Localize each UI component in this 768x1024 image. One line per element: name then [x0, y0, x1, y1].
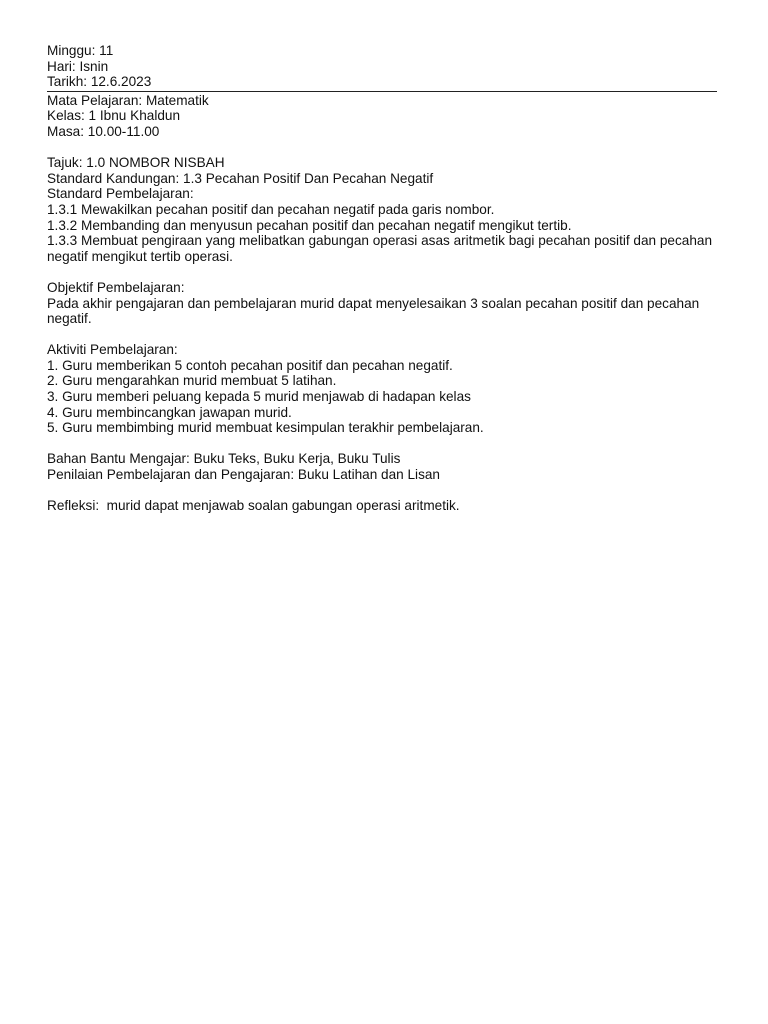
activity-item: 1. Guru memberikan 5 contoh pecahan positif dan pecahan negatif. — [47, 357, 453, 373]
header-divider — [47, 91, 717, 92]
spacer — [47, 140, 719, 156]
activity-item: 4. Guru membincangkan jawapan murid. — [47, 404, 292, 420]
learning-standard-item: 1.3.2 Membanding dan menyusun pecahan positif dan pecahan negatif mengikut tertib. — [47, 217, 572, 233]
lesson-plan-page — [47, 43, 719, 514]
activity-item: 3. Guru memberi peluang kepada 5 murid menjawab di hadapan kelas — [47, 389, 471, 405]
time-line: Masa: 10.00-11.00 — [47, 123, 160, 139]
spacer — [47, 327, 719, 343]
content-standard-line: Standard Kandungan: 1.3 Pecahan Positif Dan Pecahan Negatif — [47, 170, 434, 186]
assessment-line: Penilaian Pembelajaran dan Pengajaran: Buku Latihan dan Lisan — [47, 467, 440, 483]
spacer — [47, 264, 719, 280]
day-line: Hari: Isnin — [47, 58, 109, 74]
topic-line: Tajuk: 1.0 NOMBOR NISBAH — [47, 155, 225, 171]
learning-standard-item: 1.3.1 Mewakilkan pecahan positif dan pecahan negatif pada garis nombor. — [47, 201, 495, 217]
class-line: Kelas: 1 Ibnu Khaldun — [47, 108, 181, 124]
activity-item: 5. Guru membimbing murid membuat kesimpulan terakhir pembelajaran. — [47, 420, 484, 436]
objective-label: Objektif Pembelajaran: — [47, 279, 185, 295]
objective-text: Pada akhir pengajaran dan pembelajaran murid dapat menyelesaikan 3 soalan pecahan positif dan pecahan negatif. — [47, 295, 700, 327]
learning-standard-label: Standard Pembelajaran: — [47, 186, 194, 202]
spacer — [47, 436, 719, 452]
reflection-line: Refleksi: murid dapat menjawab soalan gabungan operasi aritmetik. — [47, 498, 460, 514]
activity-item: 2. Guru mengarahkan murid membuat 5 latihan. — [47, 373, 337, 389]
subject-line: Mata Pelajaran: Matematik — [47, 92, 209, 108]
week-line: Minggu: 11 — [47, 43, 114, 58]
spacer — [47, 483, 719, 499]
teaching-aids-line: Bahan Bantu Mengajar: Buku Teks, Buku Kerja, Buku Tulis — [47, 451, 401, 467]
date-line: Tarikh: 12.6.2023 — [47, 74, 152, 90]
learning-standard-item: 1.3.3 Membuat pengiraan yang melibatkan gabungan operasi asas aritmetik bagi pecahan positif dan pecahan negatif mengikut tertib operasi. — [47, 233, 713, 264]
activities-label: Aktiviti Pembelajaran: — [47, 342, 178, 358]
